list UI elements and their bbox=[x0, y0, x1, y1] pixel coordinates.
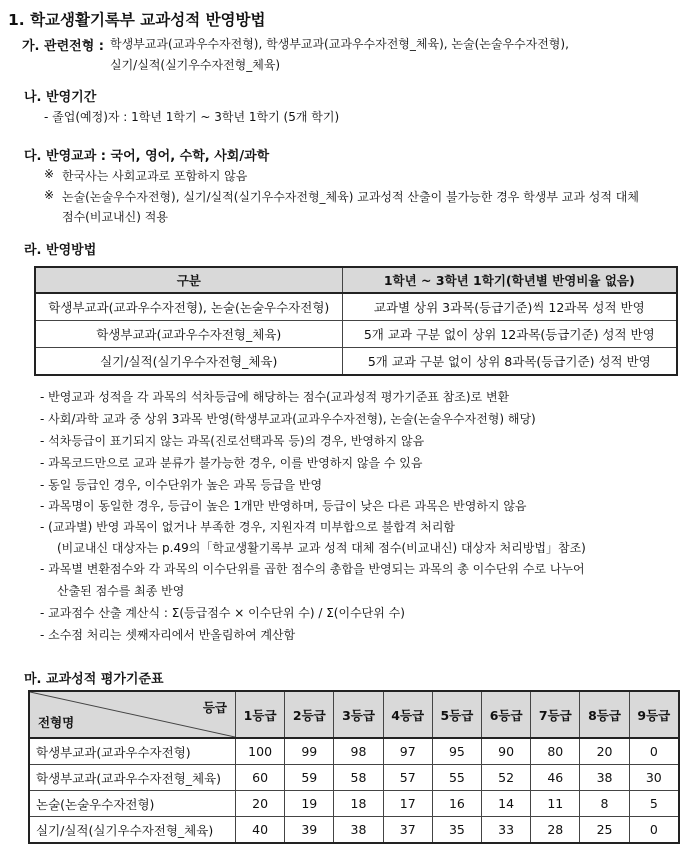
bullet-item: - 석차등급이 표기되지 않는 과목(진로선택과목 등)의 경우, 반영하지 않음 bbox=[40, 434, 425, 448]
grade-header: 3등급 bbox=[334, 691, 383, 738]
section-da-label: 다. 반영교과 : 국어, 영어, 수학, 사회/과학 bbox=[24, 149, 270, 164]
note-mark: ※ bbox=[44, 188, 55, 202]
score-cell: 97 bbox=[383, 738, 432, 765]
table-row bbox=[35, 348, 677, 376]
score-cell: 33 bbox=[482, 817, 531, 844]
score-cell: 25 bbox=[580, 817, 629, 844]
section-da-note2a: 논술(논술우수자전형), 실기/실적(실기우수자전형_체육) 교과성적 산출이 불가능한 경우 학생부 교과 성적 대체 bbox=[62, 190, 639, 204]
column-header: 1학년 ~ 3학년 1학기(학년별 반영비율 없음) bbox=[342, 267, 677, 293]
score-cell: 98 bbox=[334, 738, 383, 765]
score-cell: 55 bbox=[432, 765, 481, 791]
grade-header: 2등급 bbox=[285, 691, 334, 738]
row-name: 논술(논술우수자전형) bbox=[29, 791, 236, 817]
grade-header: 6등급 bbox=[482, 691, 531, 738]
grade-header: 9등급 bbox=[629, 691, 679, 738]
score-cell: 80 bbox=[531, 738, 580, 765]
corner-label-grade: 등급 bbox=[202, 700, 227, 715]
score-cell: 18 bbox=[334, 791, 383, 817]
score-cell: 16 bbox=[432, 791, 481, 817]
page-title: 1. 학교생활기록부 교과성적 반영방법 bbox=[8, 11, 266, 29]
corner-label-type: 전형명 bbox=[38, 715, 75, 730]
section-ga-line2: 실기/실적(실기우수자전형_체육) bbox=[110, 58, 281, 72]
row-name: 실기/실적(실기우수자전형_체육) bbox=[29, 817, 236, 844]
section-ma-label: 마. 교과성적 평가기준표 bbox=[24, 672, 164, 687]
bullet-item-cont: 산출된 점수를 최종 반영 bbox=[57, 584, 185, 598]
section-ga-label: 가. 관련전형 : bbox=[22, 39, 104, 54]
score-cell: 17 bbox=[383, 791, 432, 817]
score-cell: 30 bbox=[629, 765, 679, 791]
row-name: 학생부교과(교과우수자전형) bbox=[29, 738, 236, 765]
table-cell: 학생부교과(교과우수자전형_체육) bbox=[35, 321, 342, 348]
bullet-item: - 소수점 처리는 셋째자리에서 반올림하여 계산함 bbox=[40, 628, 296, 642]
score-cell: 28 bbox=[531, 817, 580, 844]
score-cell: 100 bbox=[236, 738, 285, 765]
score-cell: 39 bbox=[285, 817, 334, 844]
bullet-item: - 반영교과 성적을 각 과목의 석차등급에 해당하는 점수(교과성적 평가기준표 참조)로 변환 bbox=[40, 390, 510, 404]
score-cell: 8 bbox=[580, 791, 629, 817]
score-cell: 14 bbox=[482, 791, 531, 817]
table-header-row bbox=[35, 267, 677, 293]
section-da-note1: 한국사는 사회교과로 포함하지 않음 bbox=[62, 169, 248, 183]
table-cell: 교과별 상위 3과목(등급기준)씩 12과목 성적 반영 bbox=[342, 293, 677, 321]
grade-header: 5등급 bbox=[432, 691, 481, 738]
column-header: 구분 bbox=[35, 267, 342, 293]
bullet-item: - 사회/과학 교과 중 상위 3과목 반영(학생부교과(교과우수자전형), 논술(논술우수자전형) 해당) bbox=[40, 412, 536, 426]
section-na-line: - 졸업(예정)자 : 1학년 1학기 ~ 3학년 1학기 (5개 학기) bbox=[44, 110, 340, 124]
bullet-item: - 교과점수 산출 계산식 : Σ(등급점수 × 이수단위 수) / Σ(이수단위 수) bbox=[40, 606, 405, 620]
table-row bbox=[35, 321, 677, 348]
score-cell: 38 bbox=[580, 765, 629, 791]
score-cell: 35 bbox=[432, 817, 481, 844]
score-cell: 38 bbox=[334, 817, 383, 844]
score-cell: 11 bbox=[531, 791, 580, 817]
score-cell: 52 bbox=[482, 765, 531, 791]
grade-header: 1등급 bbox=[236, 691, 285, 738]
score-cell: 5 bbox=[629, 791, 679, 817]
grade-header: 7등급 bbox=[531, 691, 580, 738]
table-header-row bbox=[29, 691, 679, 738]
score-cell: 46 bbox=[531, 765, 580, 791]
bullet-item-cont: (비교내신 대상자는 p.49의「학교생활기록부 교과 성적 대체 점수(비교내신) 대상자 처리방법」참조) bbox=[57, 541, 586, 555]
note-mark: ※ bbox=[44, 167, 55, 181]
score-cell: 20 bbox=[580, 738, 629, 765]
bullet-item: - 과목별 변환점수와 각 과목의 이수단위를 곱한 점수의 총합을 반영되는 과목의 총 이수단위 수로 나누어 bbox=[40, 562, 585, 576]
section-ra-label: 라. 반영방법 bbox=[24, 243, 97, 258]
grade-header: 8등급 bbox=[580, 691, 629, 738]
score-cell: 59 bbox=[285, 765, 334, 791]
bullet-item: - 과목코드만으로 교과 분류가 불가능한 경우, 이를 반영하지 않을 수 있음 bbox=[40, 456, 423, 470]
score-cell: 90 bbox=[482, 738, 531, 765]
table-cell: 5개 교과 구분 없이 상위 8과목(등급기준) 성적 반영 bbox=[342, 348, 677, 376]
score-cell: 0 bbox=[629, 817, 679, 844]
score-cell: 20 bbox=[236, 791, 285, 817]
table-row bbox=[35, 293, 677, 321]
score-cell: 37 bbox=[383, 817, 432, 844]
section-ga-line1: 학생부교과(교과우수자전형), 학생부교과(교과우수자전형_체육), 논술(논술우수자전형), bbox=[110, 37, 569, 51]
grade-score-table bbox=[28, 690, 680, 844]
method-table bbox=[34, 266, 678, 376]
row-name: 학생부교과(교과우수자전형_체육) bbox=[29, 765, 236, 791]
score-cell: 57 bbox=[383, 765, 432, 791]
table-row bbox=[29, 791, 679, 817]
score-cell: 19 bbox=[285, 791, 334, 817]
score-cell: 58 bbox=[334, 765, 383, 791]
bullet-item: - 과목명이 동일한 경우, 등급이 높은 1개만 반영하며, 등급이 낮은 다른 과목은 반영하지 않음 bbox=[40, 499, 527, 513]
score-cell: 99 bbox=[285, 738, 334, 765]
table-row bbox=[29, 817, 679, 844]
bullet-item: - (교과별) 반영 과목이 없거나 부족한 경우, 지원자격 미부합으로 불합격 처리함 bbox=[40, 520, 456, 534]
score-cell: 60 bbox=[236, 765, 285, 791]
bullet-item: - 동일 등급인 경우, 이수단위가 높은 과목 등급을 반영 bbox=[40, 478, 323, 492]
table-row bbox=[29, 738, 679, 765]
table-cell: 실기/실적(실기우수자전형_체육) bbox=[35, 348, 342, 376]
table-row bbox=[29, 765, 679, 791]
table-cell: 5개 교과 구분 없이 상위 12과목(등급기준) 성적 반영 bbox=[342, 321, 677, 348]
diagonal-header-cell bbox=[29, 691, 236, 738]
score-cell: 40 bbox=[236, 817, 285, 844]
score-cell: 0 bbox=[629, 738, 679, 765]
section-da-note2b: 점수(비교내신) 적용 bbox=[62, 210, 168, 224]
table-cell: 학생부교과(교과우수자전형), 논술(논술우수자전형) bbox=[35, 293, 342, 321]
section-na-label: 나. 반영기간 bbox=[24, 90, 97, 105]
score-cell: 95 bbox=[432, 738, 481, 765]
grade-header: 4등급 bbox=[383, 691, 432, 738]
